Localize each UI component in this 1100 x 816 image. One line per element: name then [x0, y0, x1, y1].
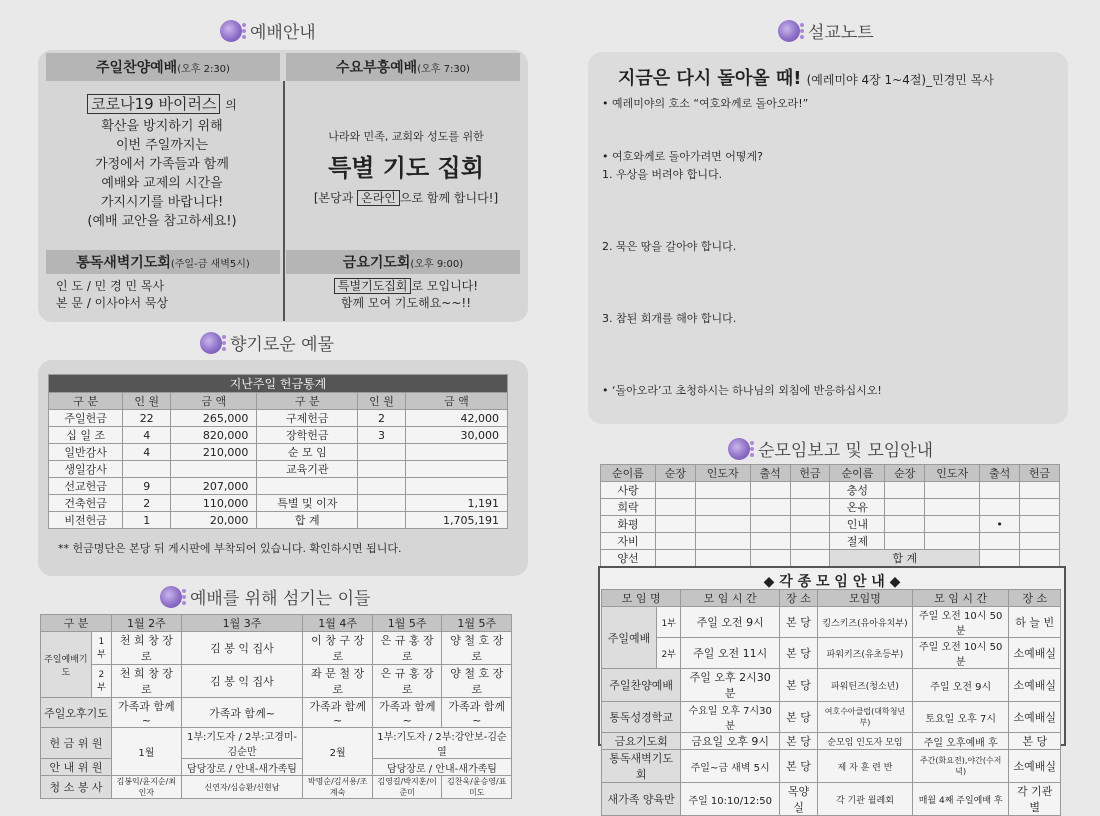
offering-table: 지난주일 헌금통계 구 분 인 원 금 액 구 분 인 원 금 액 주일헌금 22 265,000 구제헌금 2 42,000 십 일 조 4 820,000 장학헌금 3 30,000 일반감사 4 210,000 순 모 임 생일감사 교육기관 선교헌금 9 207,000 건축헌금 2 110,000 특별 및 이자 1,191 비전헌금 1 20,000 합 계 1,705,191	[48, 374, 508, 529]
offering-note: ** 헌금명단은 본당 뒤 게시판에 부착되어 있습니다. 확인하시면 됩니다.	[58, 542, 402, 555]
worship-panel	[38, 50, 528, 322]
table-row: 일반감사 4 210,000 순 모 임	[49, 444, 508, 461]
table-row: 양선 합 계	[601, 550, 1060, 567]
table-row: 금요기도회 금요일 오후 9시 본 당 순모임 인도자 모임 주일 오후예배 후 본 당	[602, 733, 1061, 750]
table-row: 건축헌금 2 110,000 특별 및 이자 1,191	[49, 495, 508, 512]
sermon-point: • 예레미야의 호소 “여호와께로 돌아오라!”	[602, 97, 809, 110]
flower-icon	[728, 438, 750, 460]
table-row: 주일헌금 22 265,000 구제헌금 2 42,000	[49, 410, 508, 427]
flower-icon	[220, 20, 242, 42]
table-row: 주일오후기도 가족과 함께~ 가족과 함께~ 가족과 함께~ 가족과 함께~ 가족과 함께~	[41, 698, 512, 728]
table-row: 통독새벽기도회 주일~금 새벽 5시 본 당 제 자 훈 련 반 주간(화요전),야간(수저녁) 소예배실	[602, 750, 1061, 783]
sermon-panel	[588, 52, 1068, 424]
table-row: 주일예배 1부 주일 오전 9시 본 당 킹스키즈(유아유치부) 주일 오전 10시 50분 하 늘 빈	[602, 607, 1061, 638]
table-row: 화평 인내 •	[601, 516, 1060, 533]
table-row: 헌 금 위 원 1월 1부:기도자 / 2부:고경미-김순만 2월 1부:기도자 / 2부:강안보-김순열	[41, 728, 512, 759]
table-row: 비전헌금 1 20,000 합 계 1,705,191	[49, 512, 508, 529]
sermon-point: 3. 참된 회개를 해야 합니다.	[602, 312, 737, 325]
table-row: 안 내 위 원 담당장로 / 안내-새가족팀 담당장로 / 안내-새가족팀	[41, 759, 512, 776]
wednesday-worship-bar: 수요부흥예배 (오후 7:30)	[286, 53, 520, 81]
sermon-point: • ‘돌아오라’고 초청하시는 하나님의 외침에 반응하십시오!	[602, 384, 882, 397]
table-row: 주일찬양예배 주일 오후 2시30분 본 당 파워틴즈(청소년) 주일 오전 9시 소예배실	[602, 669, 1061, 702]
servers-section-title: 예배를 위해 섬기는 이들	[160, 584, 370, 609]
table-row: 주일예배기도 1부 천 희 창 장로 김 봉 익 집사 이 창 구 장로 은 규 홍 장로 양 철 호 장로	[41, 632, 512, 665]
dawn-prayer-info: 인 도 / 민 경 민 목사 본 문 / 이사야서 묵상	[56, 279, 169, 310]
table-row: 새가족 양육반 주일 10:10/12:50 목양실 각 기관 월례회 매월 4째 주일예배 후 각 기관별	[602, 783, 1061, 816]
sermon-point: 2. 묵은 땅을 갈아야 합니다.	[602, 240, 737, 253]
table-row: 2부 주일 오전 11시 본 당 파워키즈(유초등부) 주일 오전 10시 50분 소예배실	[602, 638, 1061, 669]
table-row: 선교헌금 9 207,000	[49, 478, 508, 495]
group-report-table: 순이름 순장 인도자 출석 헌금 순이름 순장 인도자 출석 헌금 사랑 충성 희락 온유 화평 인내 • 자비 절제 양선 합 계	[600, 464, 1060, 567]
corona-notice: 코로나19 바이러스 의 확산을 방지하기 위해 이번 주일까지는 가정에서 가족들과 함께 예배와 교제의 시간을 가지시기를 바랍니다! (예배 교안을 참고하세요!)	[87, 95, 237, 229]
meetings-table: 모 임 명 모 임 시 간 장 소 모임명 모 임 시 간 장 소 주일예배 1부 주일 오전 9시 본 당 킹스키즈(유아유치부) 주일 오전 10시 50분 하 늘 빈 2부 주일 오전 11시 본 당 파워키즈(유초등부) 주일 오전 10시 50분 소예배실 주일찬양예배 주일 오후 2시30분 본 당 파워틴즈(청소년) 주일 오전 9시 소예배실 통독성경학교 수요일 오후 7시30분 본 당 여호수아클럽(대학청년부) 토요일 오후 7시 소예배실 금요기도회 금요일 오후 9시 본 당 순모임 인도자 모임 주일 오후예배 후 본 당 통독새벽기도회 주일~금 새벽 5시 본 당 제 자 훈 련 반 주간(화요전),야간(수저녁) 소예배실 새가족 양육반 주일 10:10/12:50 목양실 각 기관 월례회 매월 4째 주일예배 후 각 기관별	[601, 589, 1061, 816]
sunday-worship-bar: 주일찬양예배 (오후 2:30)	[46, 53, 280, 81]
table-row: 생일감사 교육기관	[49, 461, 508, 478]
offering-panel	[38, 360, 528, 576]
sermon-point: • 여호와께로 돌아가려면 어떻게?	[602, 150, 763, 163]
table-row: 통독성경학교 수요일 오후 7시30분 본 당 여호수아클럽(대학청년부) 토요일 오후 7시 소예배실	[602, 702, 1061, 733]
offering-section-title: 향기로운 예물	[200, 330, 334, 355]
dawn-prayer-bar: 통독새벽기도회 (주일-금 새벽5시)	[46, 250, 280, 274]
flower-icon	[778, 20, 800, 42]
table-row: 사랑 충성	[601, 482, 1060, 499]
friday-prayer-bar: 금요기도회 (오후 9:00)	[286, 250, 520, 274]
flower-icon	[200, 332, 222, 354]
special-prayer-notice: 나라와 민족, 교회와 성도를 위한 특별 기도 집회 [본당과 온라인 으로 함께 합니다!]	[313, 130, 499, 205]
worship-section-title: 예배안내	[220, 18, 316, 43]
flower-icon	[160, 586, 182, 608]
sermon-heading: 지금은 다시 돌아올 때! (예레미야 4장 1~4절)_민경민 목사	[618, 68, 994, 89]
table-row: 2부 천 희 창 장로 김 봉 익 집사 좌 문 철 장로 은 규 홍 장로 양 철 호 장로	[41, 665, 512, 698]
table-row: 자비 절제	[601, 533, 1060, 550]
meetings-panel	[598, 566, 1066, 814]
servers-table: 구 분 1월 2주 1월 3주 1월 4주 1월 5주 1월 5주 주일예배기도 1부 천 희 창 장로 김 봉 익 집사 이 창 구 장로 은 규 홍 장로 양 철 호 장로 2부 천 희 창 장로 김 봉 익 집사 좌 문 철 장로 은 규 홍 장로 양 철 호 장로 주일오후기도 가족과 함께~ 가족과 함께~ 가족과 함께~ 가족과 함께~ 가족과 함께~ 헌 금 위 원 1월 1부:기도자 / 2부:고경미-김순만 2월 1부:기도자 / 2부:강안보-김순열 안 내 위 원 담당장로 / 안내-새가족팀 담당장로 / 안내-새가족팀 청 소 봉 사 김봉익/윤지순/최인자 신연자/심승환/신현남 박명순/김서용/조계숙 김영길/박지훈/이준미 김찬욱/윤승영/표미도	[40, 614, 512, 799]
sermon-point: 1. 우상을 버려야 합니다.	[602, 168, 723, 181]
table-row: 십 일 조 4 820,000 장학헌금 3 30,000	[49, 427, 508, 444]
groups-section-title: 순모임보고 및 모임안내	[728, 436, 933, 461]
friday-prayer-info: 특별기도집회 로 모입니다! 함께 모여 기도해요~~!!	[288, 278, 524, 312]
sermon-section-title: 설교노트	[778, 18, 874, 43]
table-row: 희락 온유	[601, 499, 1060, 516]
table-row: 청 소 봉 사 김봉익/윤지순/최인자 신연자/심승환/신현남 박명순/김서용/조계숙 김영길/박지훈/이준미 김찬욱/윤승영/표미도	[41, 776, 512, 799]
meetings-title: ◆ 각 종 모 임 안 내 ◆	[763, 574, 901, 590]
